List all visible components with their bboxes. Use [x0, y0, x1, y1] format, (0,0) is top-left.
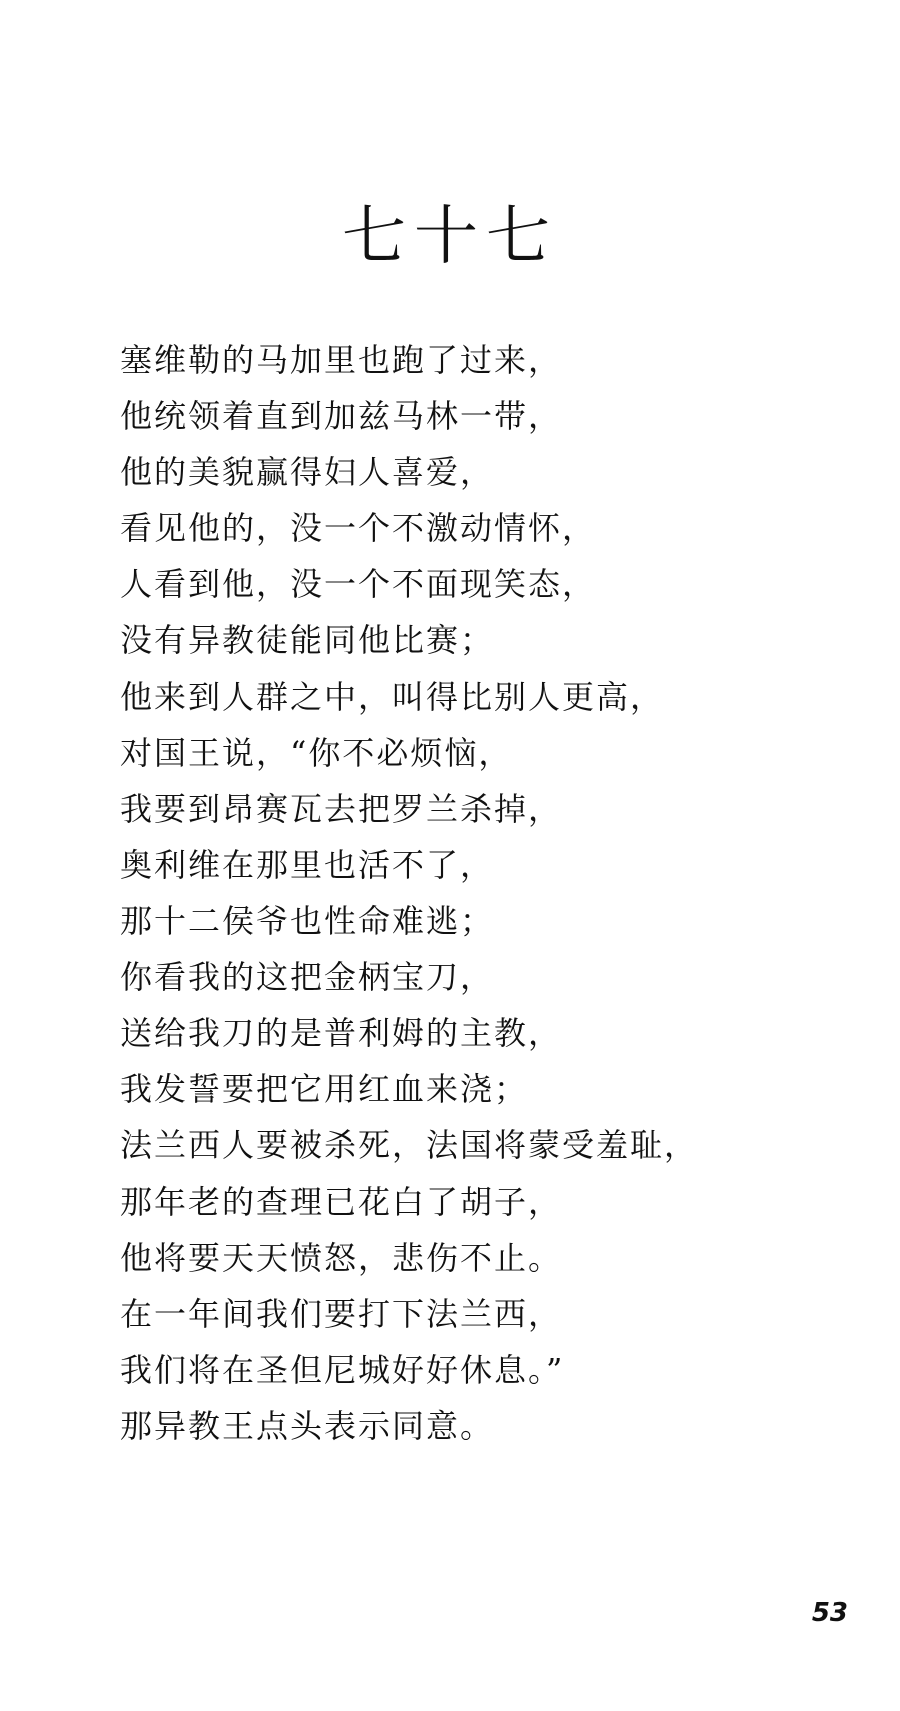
section-title: 七十七 [342, 200, 558, 274]
poem-line: 你看我的这把金柄宝刀， [120, 958, 495, 996]
poem-line: 在一年间我们要打下法兰西， [120, 1295, 563, 1333]
poem-line: 看见他的，没一个不激动情怀， [120, 509, 597, 547]
poem-line: 对国王说，“你不必烦恼， [120, 734, 513, 772]
poem-line: 没有异教徒能同他比赛； [120, 621, 495, 659]
poem-line: 我要到昂赛瓦去把罗兰杀掉， [120, 790, 563, 828]
page-number: 53 [811, 1598, 848, 1628]
poem-line: 奥利维在那里也活不了， [120, 846, 495, 884]
poem-line: 那年老的查理已花白了胡子， [120, 1183, 563, 1221]
poem-line: 那十二侯爷也性命难逃； [120, 902, 495, 940]
poem-line: 他将要天天愤怒，悲伤不止。 [120, 1239, 563, 1277]
poem-line: 送给我刀的是普利姆的主教， [120, 1014, 563, 1052]
poem-line: 我发誓要把它用红血来浇； [120, 1070, 529, 1108]
poem-line: 他统领着直到加兹马林一带， [120, 397, 563, 435]
poem-line: 法兰西人要被杀死，法国将蒙受羞耻， [120, 1126, 699, 1164]
poem-line: 他来到人群之中，叫得比别人更高， [120, 678, 665, 716]
poem-line: 塞维勒的马加里也跑了过来， [120, 341, 563, 379]
poem-line: 人看到他，没一个不面现笑态， [120, 565, 597, 603]
poem-line: 他的美貌赢得妇人喜爱， [120, 453, 495, 491]
poem-line: 那异教王点头表示同意。 [120, 1407, 495, 1445]
poem-line: 我们将在圣但尼城好好休息。” [120, 1351, 565, 1389]
